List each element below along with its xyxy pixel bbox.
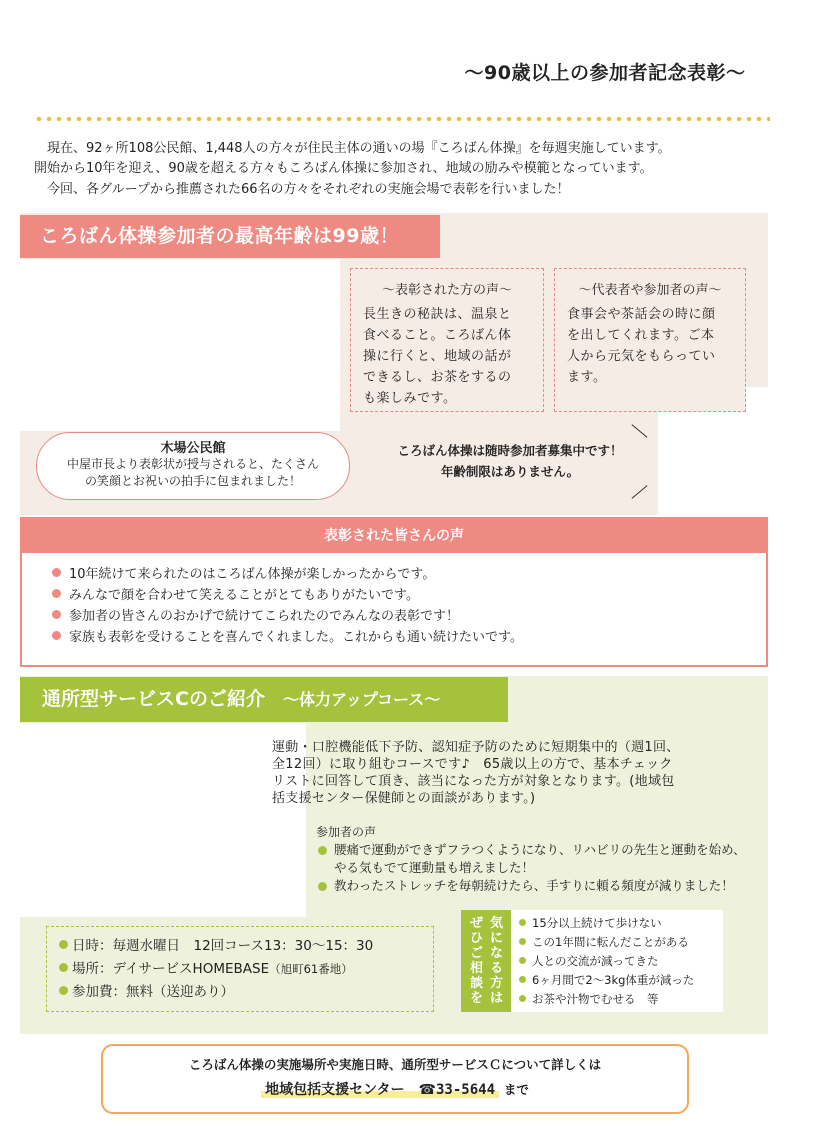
list-item-text: 10年続けて来られたのはころばん体操が楽しかったからです。 [69, 567, 436, 582]
bullet-icon [59, 940, 68, 949]
list-item [52, 606, 523, 627]
list-item [52, 564, 523, 585]
info-place-text: 場所：デイサービスHOMEBASE [72, 961, 270, 977]
bullet-icon [59, 963, 68, 972]
bullet-icon [52, 631, 61, 640]
recruit-line: 年齢制限はありません。 [440, 464, 580, 479]
info-fee [59, 981, 433, 1004]
contact-suffix: まで [503, 1082, 529, 1097]
info-date [59, 935, 433, 958]
list-item-text: この1年間に転んだことがある [532, 935, 689, 949]
awardee-voice-box [350, 268, 544, 412]
bullet-icon [318, 846, 327, 855]
bubble-title: 木場公民館 [160, 441, 226, 456]
voice-line: も楽しみです。 [363, 391, 457, 406]
info-fee-text: 参加費：無料（送迎あり） [72, 984, 234, 1000]
awardee-voice-text [363, 304, 531, 409]
voice-line: 操に行くと、地域の話が [363, 349, 512, 364]
recruit-notice [360, 440, 660, 482]
contact-intro: ころばん体操の実施場所や実施日時、通所型サービスＣについて詳しくは [188, 1057, 602, 1072]
contact-center-name: 地域包括支援センター [265, 1082, 405, 1098]
bullet-icon [519, 976, 526, 983]
bullet-icon [318, 882, 327, 891]
bullet-icon [519, 919, 526, 926]
bullet-icon [519, 957, 526, 964]
bullet-icon [52, 610, 61, 619]
list-item-text: お茶や汁物でむせる 等 [532, 992, 659, 1006]
voices-heading: 表彰された皆さんの声 [22, 519, 766, 553]
voice-line: 食べること。ころばん体 [363, 328, 512, 343]
contact-line [103, 1079, 687, 1099]
dotted-divider [34, 117, 770, 121]
list-item [52, 585, 523, 606]
participant-voices-list [318, 841, 758, 895]
list-item [318, 877, 758, 895]
representative-voice-title: ～代表者や参加者の声～ [578, 283, 722, 298]
phone-icon: ☎ [418, 1082, 436, 1098]
course-info-box [46, 926, 434, 1012]
list-item-text: 参加者の皆さんのおかげで続けてこられたのでみんなの表彰です！ [69, 609, 460, 624]
participant-voices-label: 参加者の声 [316, 825, 377, 839]
contact-highlight [261, 1082, 499, 1098]
list-item-text: 教わったストレッチを毎朝続けたら、手すりに頼る頻度が減りました！ [334, 878, 734, 893]
consult-tag-line-2: ぜ ひ ご 相 談 を [469, 916, 483, 1006]
service-banner [20, 677, 508, 722]
representative-voice-box [554, 268, 746, 412]
course-description [272, 739, 752, 807]
intro-line-2: 開始から10年を迎え、90歳を超える方々もころばん体操に参加され、地域の励みや模範となっています。 [34, 161, 653, 176]
contact-box [101, 1044, 689, 1114]
bullet-icon [519, 995, 526, 1002]
contact-phone[interactable]: 33-5644 [436, 1082, 496, 1098]
bubble-line: の笑顔とお祝いの拍手に包まれました！ [84, 474, 301, 488]
description-line: リストに回答して頂き、該当になった方が対象となります。(地域包 [272, 774, 675, 789]
list-item [318, 841, 758, 877]
checklist [511, 910, 723, 1009]
list-item [52, 627, 523, 648]
list-item-text: 腰痛で運動ができずフラつくようになり、リハビリの先生と運動を始め、やる気もでて運動量も増えました！ [334, 842, 746, 875]
list-item-text: 家族も表彰を受けることを喜んでくれました。これからも通い続けたいです。 [69, 630, 523, 645]
photo-area-left [20, 259, 340, 431]
voice-line: できるし、お茶をするの [363, 370, 512, 385]
description-line: 括支援センター保健師との面談があります。) [272, 791, 536, 806]
bubble-line: 中屋市長より表彰状が授与されると、たくさん [66, 457, 319, 471]
caption-bubble [36, 432, 350, 500]
voices-list [52, 564, 523, 648]
service-banner-subtitle: ～体力アップコース～ [282, 690, 441, 709]
representative-voice-text [567, 304, 733, 388]
list-item-text: みんなで顔を合わせて笑えることがとてもありがたいです。 [69, 588, 419, 603]
list-item-text: 6ヶ月間で2～3kg体重が減った [532, 973, 695, 987]
voice-line: を出してくれます。ご本 [567, 328, 715, 343]
info-place [59, 958, 433, 981]
recruit-line: ころばん体操は随時参加者募集中です！ [397, 443, 623, 458]
checklist-box [511, 910, 723, 1012]
bullet-icon [59, 986, 68, 995]
page-title: ～90歳以上の参加者記念表彰～ [464, 62, 746, 84]
intro-line-1: 現在、92ヶ所108公民館、1,448人の方々が住民主体の通いの場『ころばん体操』を毎週実施しています。 [34, 141, 671, 156]
info-date-text: 日時：毎週水曜日 12回コース13：30～15：30 [72, 938, 374, 954]
list-item [519, 952, 723, 971]
intro-line-3: 今回、各グループから推薦された66名の方々をそれぞれの実施会場で表彰を行いました！ [34, 182, 570, 197]
bullet-icon [52, 589, 61, 598]
list-item [519, 971, 723, 990]
voice-line: 長生きの秘訣は、温泉と [363, 307, 512, 322]
voice-line: 食事会や茶話会の時に顔 [567, 307, 716, 322]
description-line: 運動・口腔機能低下予防、認知症予防のために短期集中的（週1回、 [272, 740, 680, 755]
list-item [519, 914, 723, 933]
award-banner: ころばん体操参加者の最高年齢は99歳！ [20, 215, 440, 258]
service-banner-title: 通所型サービスCのご紹介 [42, 688, 265, 710]
list-item [519, 990, 723, 1009]
photo-area-service [20, 723, 306, 917]
list-item-text: 人との交流が減ってきた [532, 954, 659, 968]
bullet-icon [52, 568, 61, 577]
voice-line: ます。 [567, 370, 607, 385]
info-place-note: （旭町61番地） [269, 962, 353, 976]
consult-tag-line-1: 気 に な る 方 は [489, 916, 503, 1006]
voice-line: 人から元気をもらってい [567, 349, 716, 364]
consult-tag [461, 910, 511, 1012]
list-item [519, 933, 723, 952]
awardee-voice-title: ～表彰された方の声～ [381, 283, 512, 298]
list-item-text: 15分以上続けて歩けない [532, 916, 662, 930]
bullet-icon [519, 938, 526, 945]
description-line: 全12回）に取り組むコースです♪ 65歳以上の方で、基本チェック [272, 757, 673, 772]
